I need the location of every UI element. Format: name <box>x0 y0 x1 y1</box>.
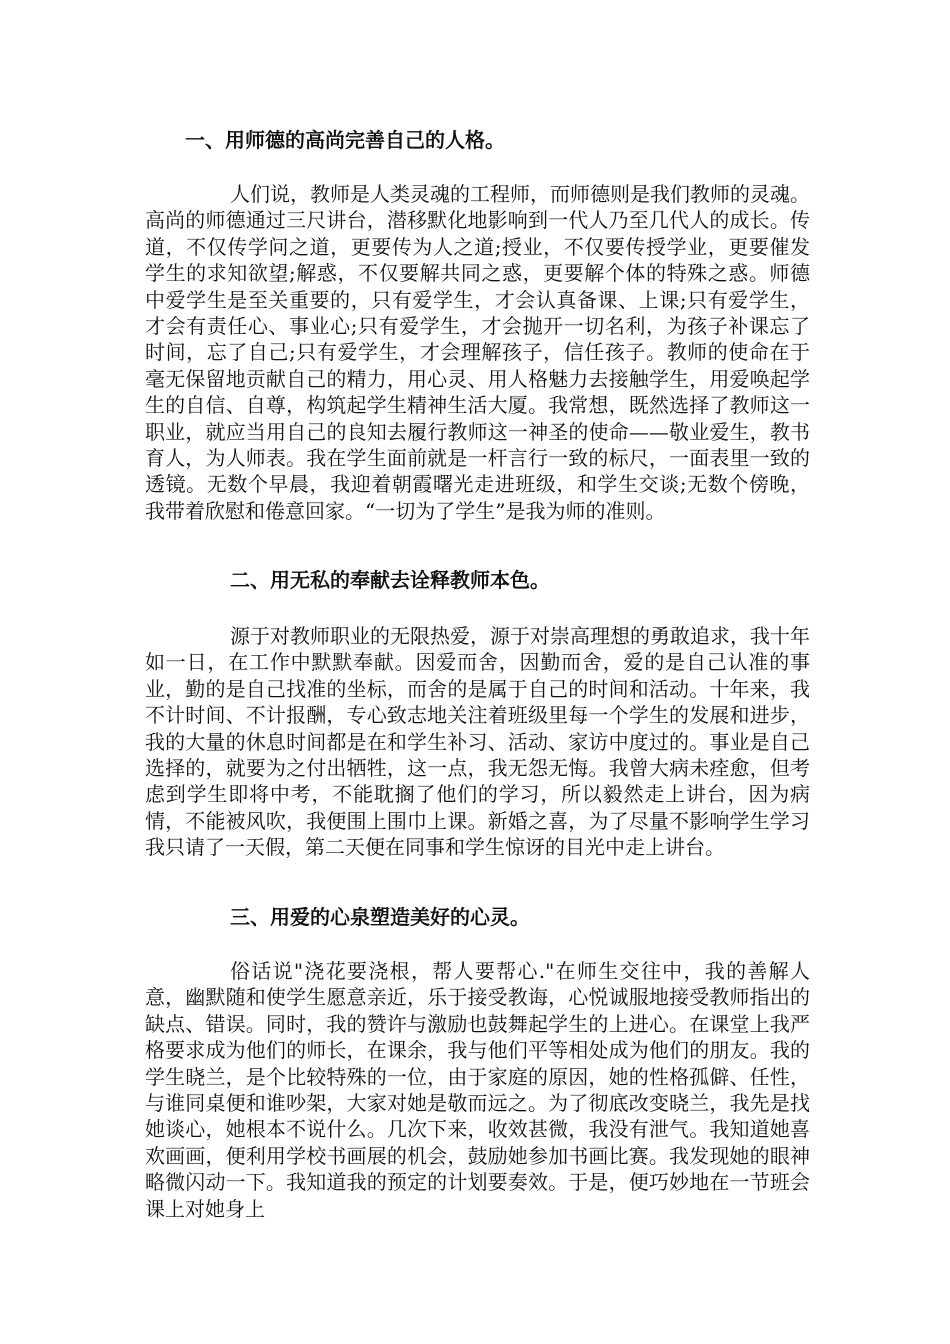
section-2-heading: 二、用无私的奉献去诠释教师本色。 <box>230 568 550 592</box>
section-3-body: 俗话说"浇花要浇根，帮人要帮心."在师生交往中，我的善解人意，幽默随和使学生愿意亲近，乐于接受教诲，心悦诚服地接受教师指出的缺点、错误。同时，我的赞许与激励也鼓舞起学生的上进心。在课堂上我严格要求成为他们的师长，在课余，我与他们平等相处成为他们的朋友。我的学生晓兰，是个比较特殊的一位，由于家庭的原因，她的性格孤僻、任性，与谁同桌便和谁吵架，大家对她是敬而远之。为了彻底改变晓兰，我先是找她谈心，她根本不说什么。几次下来，收效甚微，我没有泄气。我知道她喜欢画画，便利用学校书画展的机会，鼓励她参加书画比赛。我发现她的眼神略微闪动一下。我知道我的预定的计划要奏效。于是，便巧妙地在一节班会课上对她身上 <box>145 959 810 1221</box>
section-2-body: 源于对教师职业的无限热爱，源于对崇高理想的勇敢追求，我十年如一日，在工作中默默奉献。因爱而舍，因勤而舍，爱的是自己认准的事业，勤的是自己找准的坐标，而舍的是属于自己的时间和活动。十年来，我不计时间、不计报酬，专心致志地关注着班级里每一个学生的发展和进步，我的大量的休息时间都是在和学生补习、活动、家访中度过的。事业是自己选择的，就要为之付出牺牲，这一点，我无怨无悔。我曾大病未痊愈，但考虑到学生即将中考，不能耽搁了他们的学习，所以毅然走上讲台，因为病情，不能被风吹，我便围上围巾上课。新婚之喜，为了尽量不影响学生学习我只请了一天假，第二天便在同事和学生惊讶的目光中走上讲台。 <box>145 624 810 860</box>
section-3-heading: 三、用爱的心泉塑造美好的心灵。 <box>230 905 530 929</box>
section-1-body: 人们说，教师是人类灵魂的工程师，而师德则是我们教师的灵魂。高尚的师德通过三尺讲台，潜移默化地影响到一代人乃至几代人的成长。传道，不仅传学问之道，更要传为人之道;授业，不仅要传授学业，更要催发学生的求知欲望;解惑，不仅要解共同之惑，更要解个体的特殊之惑。师德中爱学生是至关重要的，只有爱学生，才会认真备课、上课;只有爱学生，才会有责任心、事业心;只有爱学生，才会抛开一切名利，为孩子补课忘了时间，忘了自己;只有爱学生，才会理解孩子，信任孩子。教师的使命在于毫无保留地贡献自己的精力，用心灵、用人格魅力去接触学生，用爱唤起学生的自信、自尊，构筑起学生精神生活大厦。我常想，既然选择了教师这一职业，就应当用自己的良知去履行教师这一神圣的使命——敬业爱生，教书育人，为人师表。我在学生面前就是一杆言行一致的标尺，一面表里一致的透镜。无数个早晨，我迎着朝霞曙光走进班级，和学生交谈;无数个傍晚，我带着欣慰和倦意回家。“一切为了学生”是我为师的准则。 <box>145 182 810 523</box>
section-1-heading: 一、用师德的高尚完善自己的人格。 <box>185 128 505 152</box>
